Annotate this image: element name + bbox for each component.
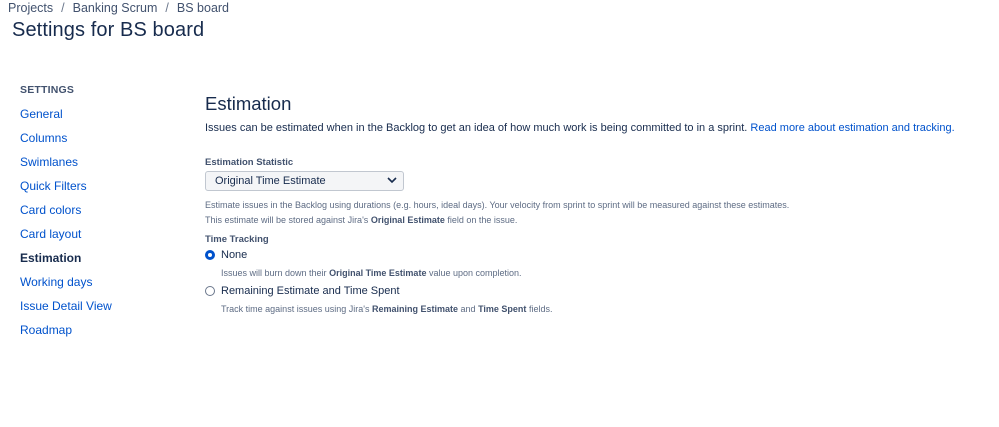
help-bold-text: Time Spent [478,304,527,314]
estimation-statistic-value: Original Time Estimate [215,175,326,187]
help-text: fields. [528,304,553,314]
page-title: Settings for BS board [12,19,205,41]
intro-description: Issues can be estimated when in the Backlog to get an idea of how much work is being committed to in a sprint. [205,122,748,134]
breadcrumb-bs-board[interactable]: BS board [176,1,230,15]
settings-sidebar [20,83,180,347]
sidebar-item-card-layout[interactable]: Card layout [20,227,82,241]
estimation-statistic-select[interactable] [205,171,404,191]
help-bold-text: Remaining Estimate [371,304,458,314]
breadcrumb-separator: / [61,1,65,15]
breadcrumb-banking-scrum[interactable]: Banking Scrum [72,1,158,15]
sidebar-item-columns[interactable]: Columns [20,131,68,145]
time-tracking-option-none[interactable] [205,249,985,261]
intro-text [205,122,985,134]
radio-button-checked[interactable] [205,250,215,260]
help-text: field on the issue. [447,215,518,225]
sidebar-item-estimation[interactable]: Estimation [20,251,82,265]
estimation-help-link[interactable]: Read more about estimation and tracking. [750,122,955,134]
help-bold-text: Original Time Estimate [329,268,427,278]
sidebar-item-swimlanes[interactable]: Swimlanes [20,155,79,169]
help-text: and [460,304,476,314]
radio-label: Remaining Estimate and Time Spent [221,285,400,297]
sidebar-item-working-days[interactable]: Working days [20,275,93,289]
breadcrumb [8,1,229,15]
sidebar-item-issue-detail-view[interactable]: Issue Detail View [20,299,112,313]
help-text: value upon completion. [428,268,522,278]
breadcrumb-projects[interactable]: Projects [8,1,54,15]
chevron-down-icon [387,176,397,187]
sidebar-item-roadmap[interactable]: Roadmap [20,323,73,337]
help-bold-text: Original Estimate [370,215,445,225]
time-tracking-option-remaining[interactable] [205,285,985,297]
sidebar-item-card-colors[interactable]: Card colors [20,203,82,217]
sidebar-heading: SETTINGS [20,84,75,96]
estimation-statistic-label: Estimation Statistic [205,157,294,168]
section-title: Estimation [205,93,292,114]
estimation-statistic-help [205,198,795,228]
radio-button-unchecked[interactable] [205,286,215,296]
help-text: Track time against issues using Jira's [221,304,370,314]
help-text: Estimate issues in the Backlog using durations (e.g. hours, ideal days). Your velocity from sprint to sprint will be measured against these estimates. This estimate will be stored against Jira's [205,200,790,225]
estimation-panel [205,91,985,314]
option-remaining-help [221,304,985,314]
option-none-help [221,268,985,278]
breadcrumb-separator: / [165,1,169,15]
radio-label: None [221,249,248,261]
sidebar-item-general[interactable]: General [20,107,63,121]
time-tracking-label: Time Tracking [205,234,269,245]
help-text: Issues will burn down their [221,268,327,278]
sidebar-item-quick-filters[interactable]: Quick Filters [20,179,87,193]
